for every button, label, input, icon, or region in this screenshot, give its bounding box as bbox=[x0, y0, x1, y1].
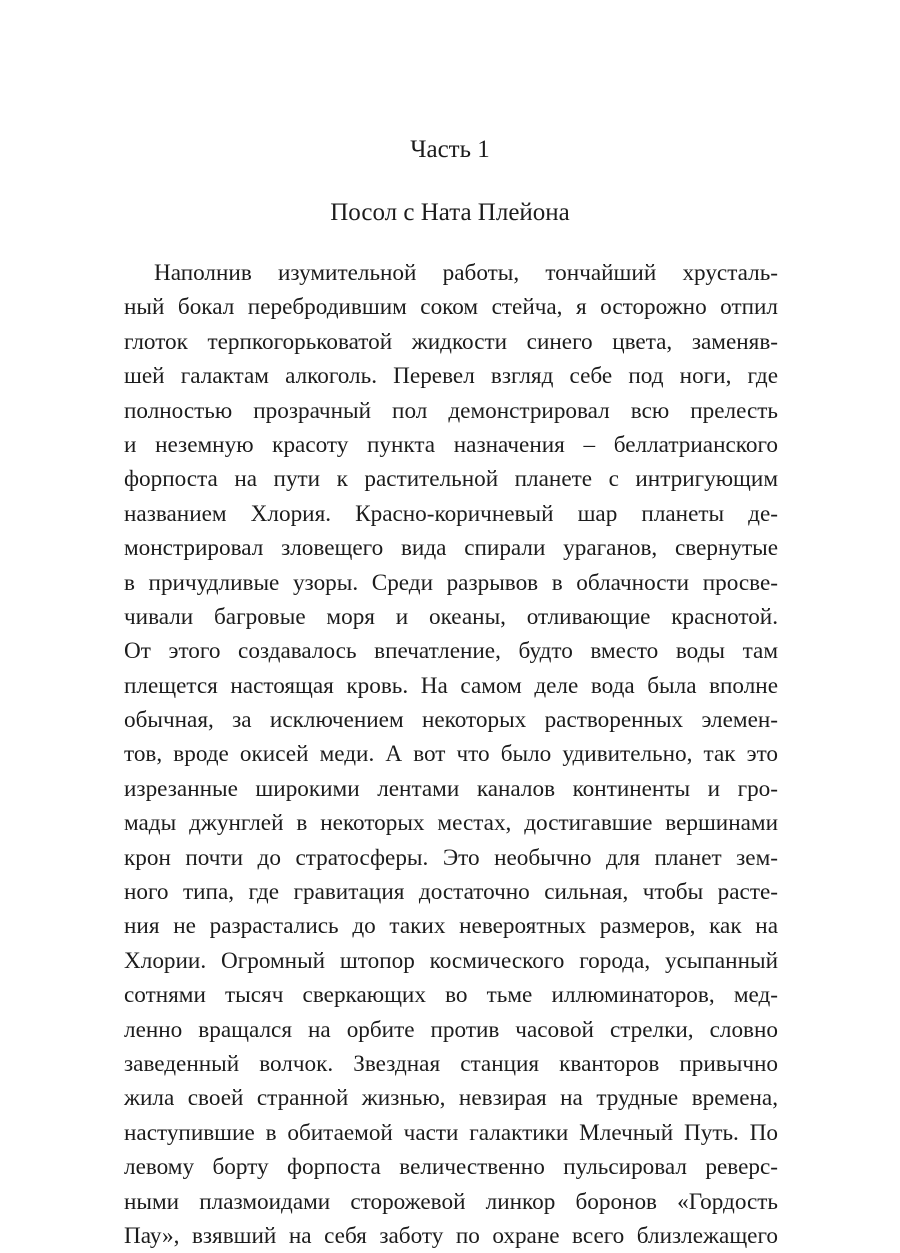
text-line: жила своей странной жизнью, невзирая на трудные времена, bbox=[124, 1085, 778, 1112]
body-text bbox=[124, 256, 778, 1253]
text-line: заведенный волчок. Звездная станция кванторов привычно bbox=[124, 1050, 778, 1077]
text-line: шей галактам алкоголь. Перевел взгляд себе под ноги, где bbox=[124, 363, 778, 390]
text-line: ленно вращался на орбите против часовой стрелки, словно bbox=[124, 1016, 778, 1043]
text-line: монстрировал зловещего вида спирали ураганов, свернутые bbox=[124, 535, 778, 562]
text-line: левому борту форпоста величественно пульсировал реверс- bbox=[124, 1154, 778, 1181]
text-line: ными плазмоидами сторожевой линкор боронов «Гордость bbox=[124, 1188, 778, 1215]
text-line: От этого создавалось впечатление, будто вместо воды там bbox=[124, 638, 778, 665]
text-line: Хлории. Огромный штопор космического города, усыпанный bbox=[124, 947, 778, 974]
text-line: Наполнив изумительной работы, тончайший хрусталь- bbox=[154, 260, 778, 286]
text-line: обычная, за исключением некоторых растворенных элемен- bbox=[124, 707, 778, 734]
text-line: Пау», взявший на себя заботу по охране всего близлежащего bbox=[124, 1222, 778, 1249]
text-line: плещется настоящая кровь. На самом деле вода была вполне bbox=[124, 672, 778, 699]
text-line: наступившие в обитаемой части галактики Млечный Путь. По bbox=[124, 1119, 778, 1146]
text-line: и неземную красоту пункта назначения – беллатрианского bbox=[124, 431, 778, 458]
text-line: в причудливые узоры. Среди разрывов в облачности просве- bbox=[124, 569, 778, 596]
text-line: глоток терпкогорьковатой жидкости синего цвета, заменяв- bbox=[124, 328, 778, 355]
text-line: ного типа, где гравитация достаточно сильная, чтобы расте- bbox=[124, 879, 778, 906]
text-line: тов, вроде окисей меди. А вот что было удивительно, так это bbox=[124, 741, 778, 768]
text-line: чивали багровые моря и океаны, отливающие краснотой. bbox=[124, 603, 778, 630]
text-line: изрезанные широкими лентами каналов континенты и гро- bbox=[124, 775, 778, 802]
text-line: сотнями тысяч сверкающих во тьме иллюминаторов, мед- bbox=[124, 982, 778, 1009]
chapter-title: Посол с Ната Плейона bbox=[330, 199, 570, 226]
text-line: мады джунглей в некоторых местах, достигавшие вершинами bbox=[124, 810, 778, 837]
text-line: полностью прозрачный пол демонстрировал всю прелесть bbox=[124, 397, 778, 424]
text-line: ния не разрастались до таких невероятных размеров, как на bbox=[124, 913, 778, 940]
part-title: Часть 1 bbox=[410, 136, 490, 163]
text-line: крон почти до стратосферы. Это необычно для планет зем- bbox=[124, 844, 778, 871]
text-line: названием Хлория. Красно-коричневый шар планеты де- bbox=[124, 500, 778, 527]
text-line: форпоста на пути к растительной планете с интригующим bbox=[124, 466, 778, 493]
text-line: ный бокал перебродившим соком стейча, я осторожно отпил bbox=[124, 294, 778, 321]
